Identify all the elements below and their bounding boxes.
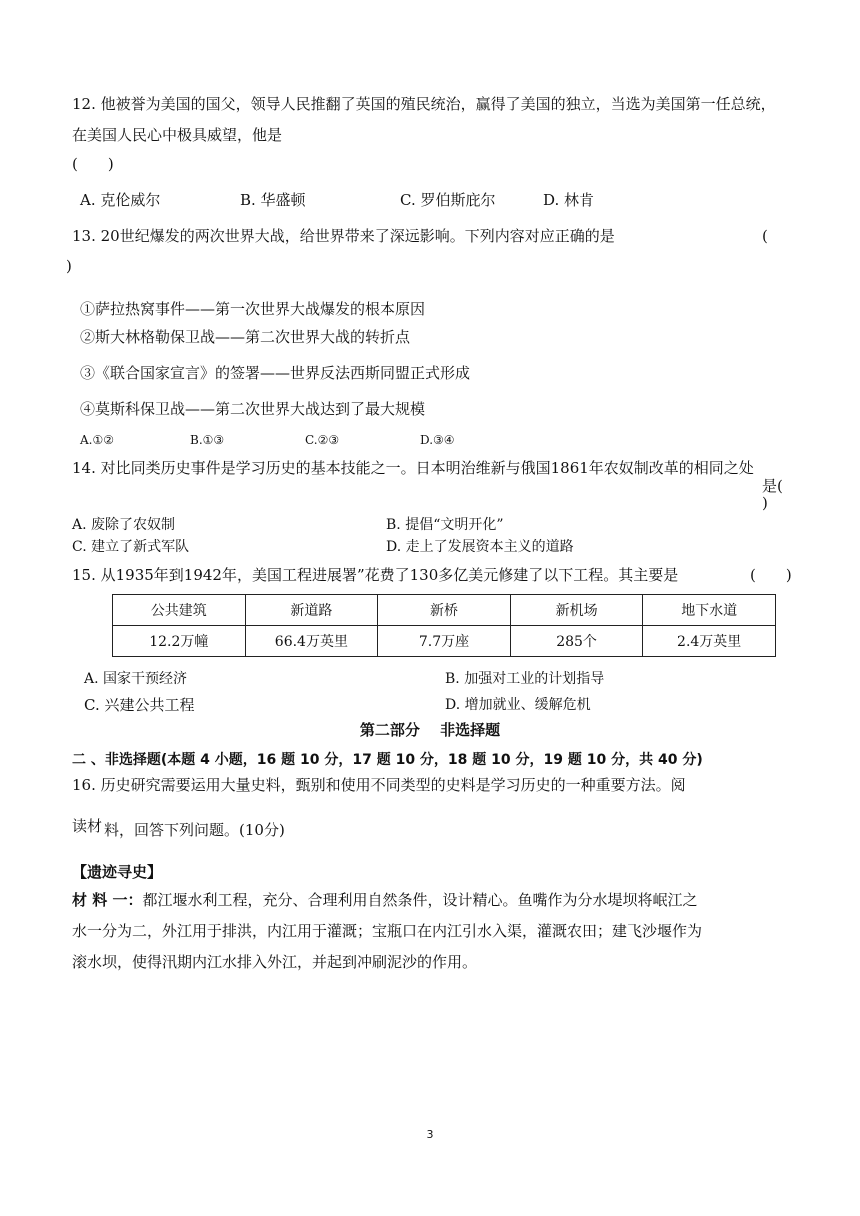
table-header-row [113,595,776,626]
part2-title: 第二部分 非选择题 [359,721,501,739]
q13-item-4: ④莫斯科保卫战——第二次世界大战达到了最大规模 [80,400,426,418]
q15-answer-paren: ( ) [750,566,792,584]
q14-stem: 14. 对比同类历史事件是学习历史的基本技能之一。日本明治维新与俄国1861年农奴制改革的相同之处 [72,459,754,477]
q12-option-c: C. 罗伯斯庇尔 [400,191,496,209]
q16-stem-line2b: 料，回答下列问题。(10分) [104,821,285,839]
q16-stem-line1: 16. 历史研究需要运用大量史料，甄别和使用不同类型的史料是学习历史的一种重要方法。阅 [72,776,686,794]
q14-option-c: C. 建立了新式军队 [72,539,190,555]
table-header-cell: 新桥 [378,595,511,626]
q14-stem-tail: 是( [762,477,783,495]
table-header-cell: 公共建筑 [113,595,246,626]
q13-item-3: ③《联合国家宣言》的签署——世界反法西斯同盟正式形成 [80,364,471,382]
q15-stem: 15. 从1935年到1942年，美国工程进展署”花费了130多亿美元修建了以下工程。其主要是 [72,566,679,584]
q15-option-b: B. 加强对工业的计划指导 [445,671,605,687]
q12-stem-line1: 12. 他被誉为美国的国父，领导人民推翻了英国的殖民统治，赢得了美国的独立，当选为美国第一任总统， [72,95,776,113]
q13-paren-close: ) [66,257,72,275]
q16-stem-line2a: 读材 [72,817,103,835]
q13-item-2: ②斯大林格勒保卫战——第二次世界大战的转折点 [80,328,411,346]
table-cell: 66.4万英里 [245,626,378,657]
q13-paren-open: ( [762,227,768,245]
table-cell: 12.2万幢 [113,626,246,657]
q16-material-line3: 滚水坝，使得汛期内江水排入外江，并起到冲刷泥沙的作用。 [72,953,478,971]
table-header-cell: 地下水道 [643,595,776,626]
q12-stem-line2: 在美国人民心中极具威望，他是 [72,126,283,144]
q16-material-line2: 水一分为二，外江用于排洪，内江用于灌溉；宝瓶口在内江引水入渠，灌溉农田；建飞沙堰作为 [72,922,703,940]
q12-option-b: B. 华盛顿 [240,191,306,209]
page-number: 3 [426,1128,434,1141]
q16-heading: 【遗迹寻史】 [72,863,163,881]
material-label: 材 料 一： [72,891,143,909]
q12-option-d: D. 林肯 [543,191,595,209]
q13-option-c: C.②③ [305,433,340,447]
q13-option-a: A.①② [80,433,114,447]
table-header-cell: 新机场 [510,595,643,626]
table-cell: 7.7万座 [378,626,511,657]
q14-paren-close: ) [762,494,768,512]
q15-option-d: D. 增加就业、缓解危机 [445,697,591,713]
q15-data-table [112,594,776,657]
q12-answer-paren: ( ) [72,155,114,173]
q13-item-1: ①萨拉热窝事件——第一次世界大战爆发的根本原因 [80,300,426,318]
table-cell: 285个 [510,626,643,657]
table-row [113,626,776,657]
material-text-1: 都江堰水利工程，充分、合理利用自然条件，设计精心。鱼嘴作为分水堤坝将岷江之 [142,891,698,909]
q16-material-line1 [72,890,697,910]
table-header-cell: 新道路 [245,595,378,626]
q12-option-a: A. 克伦威尔 [80,191,161,209]
table-cell: 2.4万英里 [643,626,776,657]
section-heading: 二 、非选择题(本题 4 小题，16 题 10 分，17 题 10 分，18 题 10 分，19 题 10 分，共 40 分) [72,752,703,768]
q15-option-c: C. 兴建公共工程 [84,696,195,714]
q14-option-d: D. 走上了发展资本主义的道路 [386,539,574,555]
q13-option-b: B.①③ [190,433,225,447]
q13-stem: 13. 20世纪爆发的两次世界大战，给世界带来了深远影响。下列内容对应正确的是 [72,227,615,245]
q14-option-a: A. 废除了农奴制 [72,517,176,533]
q13-option-d: D.③④ [420,433,455,447]
q14-option-b: B. 提倡“文明开化” [386,517,504,533]
q15-option-a: A. 国家干预经济 [84,671,188,687]
